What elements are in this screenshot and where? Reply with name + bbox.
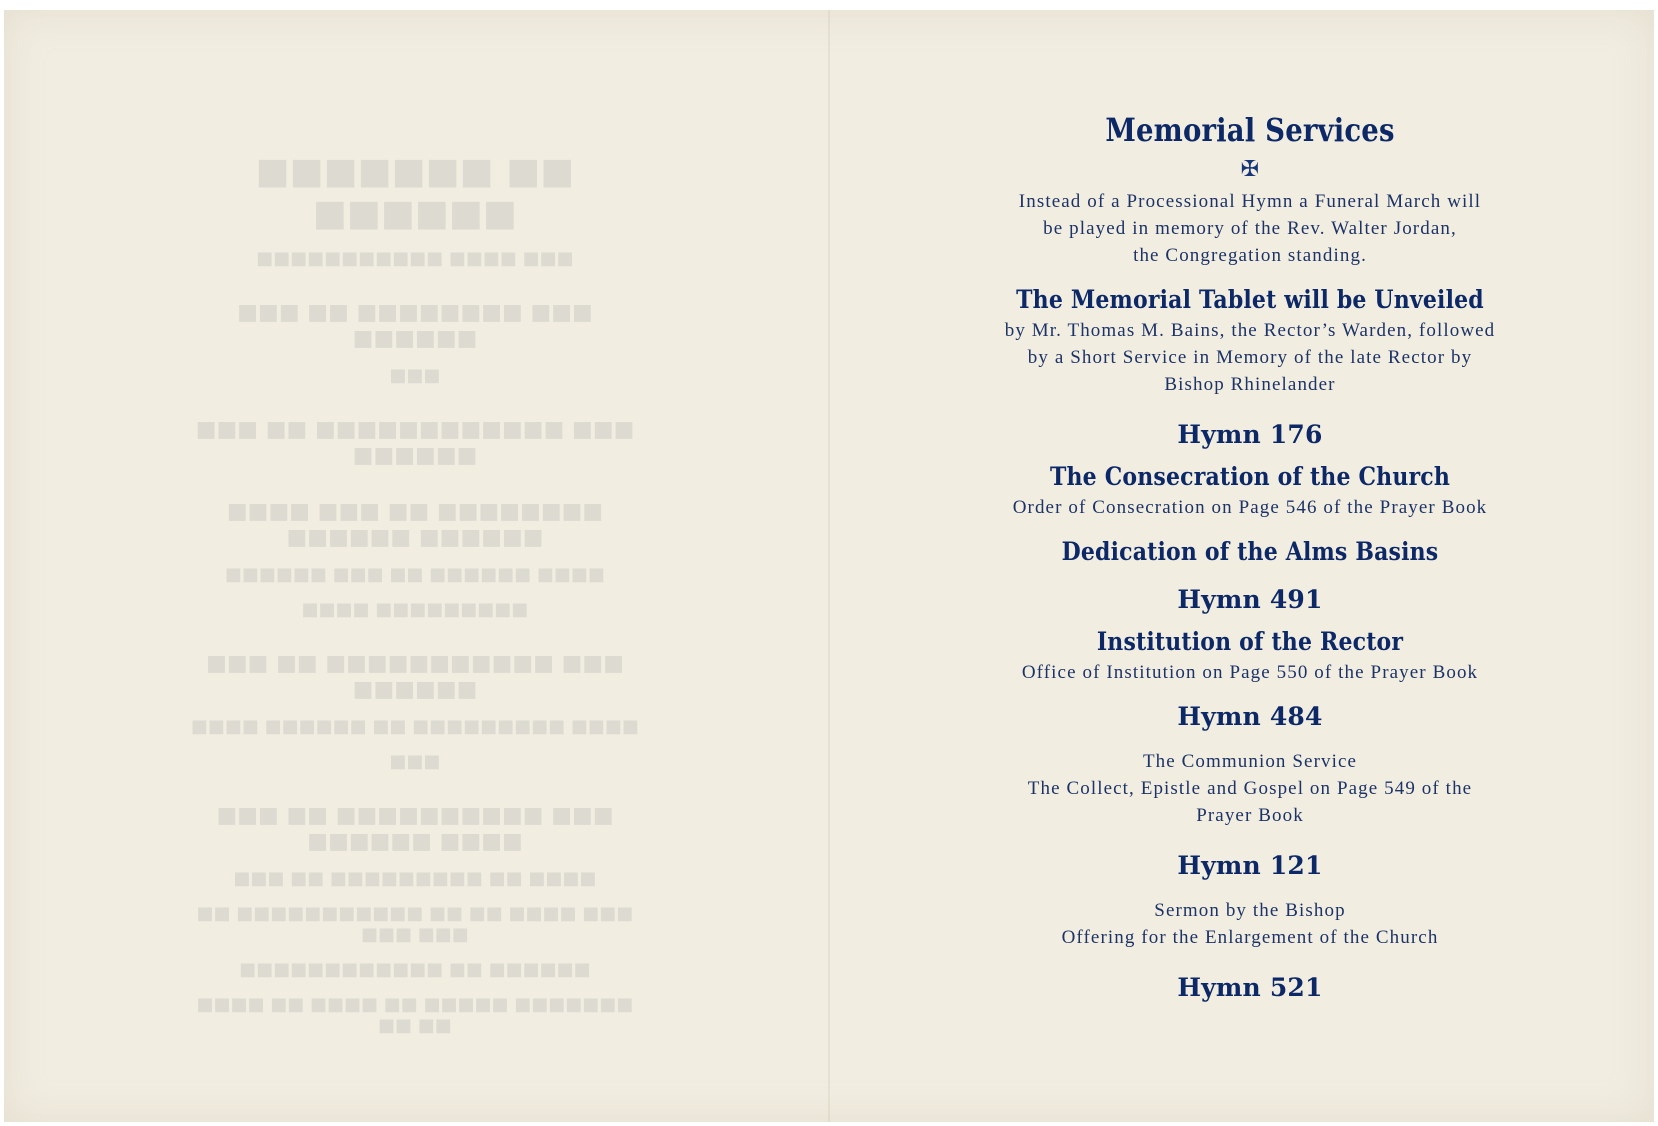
section-line: by a Short Service in Memory of the late Rector by [1027, 347, 1473, 368]
intro-line: Instead of a Processional Hymn a Funeral March will [1018, 191, 1482, 212]
section-line: Sermon by the Bishop [1154, 900, 1346, 921]
section-line: by Mr. Thomas M. Bains, the Rector’s Warden, followed [1004, 320, 1496, 341]
section-heading-institution: Institution of the Rector [1096, 627, 1404, 656]
hymn-number: Hymn 121 [1177, 851, 1323, 880]
intro-line: be played in memory of the Rev. Walter Jordan, [1043, 218, 1457, 239]
section-line: Bishop Rhinelander [1164, 374, 1336, 395]
intro-line: the Congregation standing. [1133, 245, 1367, 266]
hymn-number: Hymn 484 [1177, 702, 1323, 731]
section-heading-consecration: The Consecration of the Church [1049, 462, 1451, 491]
section-heading-alms-basins: Dedication of the Alms Basins [1061, 537, 1439, 566]
page-title: Memorial Services [1105, 111, 1395, 149]
maltese-cross-icon: ✠ [1240, 157, 1260, 182]
section-heading-memorial-tablet: The Memorial Tablet will be Unveiled [1016, 285, 1484, 314]
order-of-service [930, 108, 1570, 1005]
hymn-number: Hymn 491 [1177, 585, 1323, 614]
section-line: Offering for the Enlargement of the Church [1061, 927, 1439, 948]
hymn-number: Hymn 176 [1177, 420, 1323, 449]
bleed-through-left-page: ■■ ■■■■■■■ ■■■■■■ ■■■ ■■■■ ■■■■■■■■■■■ ■■■ ■■■■■■■■ ■■ ■■■ ■■■■■■ ■■■ ■■■ ■■■■■■■■■■■■ ■■ ■■■ ■■■■■■ ■■■■■■■■ ■■ ■■■ ■■■■ ■■■■■■ ■■■■■■ ■■■■ ■■■■■■ ■■ ■■■ ■■■■■■ ■■■■■■■■■ ■■■■ ■■■ ■■■■■■■■■■■ ■■ ■■■ ■■■■■■ ■■■■ ■■■■■■■■■ ■■ ■■■■■■ ■■■■ ■■■ ■■■ ■■■■■■■■■■ ■■ ■■■ ■■■■ ■■■■■■ ■■■■ ■■ ■■■■■■■■■ ■■ ■■■ ■■■ ■■■■ ■■ ■■ ■■■■■■■■■■■ ■■ ■■■ ■■■ ■■■■■■ ■■ ■■■■■■■■■■■■ ■■■■■■■ ■■■■■ ■■ ■■■■ ■■ ■■■■ ■■ ■■ [190, 150, 640, 1036]
hymn-number: Hymn 521 [1177, 973, 1323, 1002]
section-line: Office of Institution on Page 550 of the Prayer Book [1021, 662, 1479, 683]
center-fold [828, 10, 830, 1122]
section-line: The Communion Service [1142, 751, 1358, 772]
section-line: Order of Consecration on Page 546 of the Prayer Book [1012, 497, 1488, 518]
section-line: The Collect, Epistle and Gospel on Page 549 of the [1027, 778, 1473, 799]
section-line: Prayer Book [1196, 805, 1304, 826]
